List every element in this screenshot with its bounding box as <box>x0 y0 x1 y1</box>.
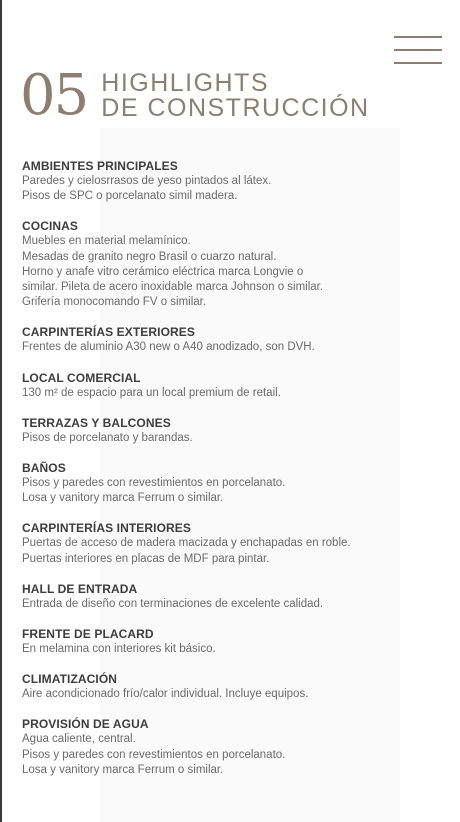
highlight-ambientes-principales <box>22 158 442 204</box>
hamburger-menu-icon[interactable] <box>394 34 442 68</box>
highlight-line: Pisos de SPC o porcelanato simil madera. <box>22 190 238 203</box>
highlight-local-comercial <box>22 370 442 401</box>
highlight-title: COCINAS <box>22 219 79 234</box>
highlight-line: Paredes y cielosrrasos de yeso pintados al látex. <box>22 175 272 187</box>
highlight-line: Losa y vanitory marca Ferrum o similar. <box>22 492 224 505</box>
highlight-line: Frentes de aluminio A30 new o A40 anodizado, son DVH. <box>22 341 315 354</box>
highlight-line: En melamina con interiores kit básico. <box>22 643 216 656</box>
highlight-line: Puertas interiores en placas de MDF para pintar. <box>22 552 270 565</box>
section-title-line-1: HIGHLIGHTS <box>101 69 270 97</box>
highlight-title: CLIMATIZACIÓN <box>22 672 118 687</box>
highlight-cocinas <box>22 218 442 310</box>
highlight-carpinterias-interiores <box>22 520 442 566</box>
highlight-title: HALL DE ENTRADA <box>22 581 138 596</box>
highlight-title: TERRAZAS Y BALCONES <box>22 415 171 430</box>
highlight-title: FRENTE DE PLACARD <box>22 627 154 642</box>
menu-bar-top <box>394 36 442 38</box>
section-title <box>101 71 369 121</box>
highlight-banos <box>22 460 442 506</box>
highlight-title: PROVISIÓN DE AGUA <box>22 717 149 732</box>
menu-bar-middle <box>394 49 442 51</box>
highlight-line: Agua caliente, central. <box>22 733 136 746</box>
highlight-carpinterias-exteriores <box>22 324 442 355</box>
page-left-border <box>0 0 2 822</box>
page-header <box>20 63 370 128</box>
highlight-line: Entrada de diseño con terminaciones de excelente calidad. <box>22 597 324 610</box>
highlight-line: Pisos y paredes con revestimientos en porcelanato. <box>22 748 286 761</box>
highlight-terrazas-y-balcones <box>22 415 442 446</box>
highlight-line: 130 m² de espacio para un local premium de retail. <box>22 386 281 399</box>
highlight-line: Aire acondicionado frío/calor individual. Incluye equipos. <box>22 688 309 701</box>
highlight-provision-de-agua <box>22 716 442 778</box>
highlight-line: Pisos de porcelanato y barandas. <box>22 431 193 444</box>
highlight-title: CARPINTERÍAS EXTERIORES <box>22 325 195 340</box>
menu-bar-bottom <box>394 62 442 64</box>
highlight-line: Losa y vanitory marca Ferrum o similar. <box>22 763 224 776</box>
highlight-line: similar. Pileta de acero inoxidable marca Johnson o similar. <box>22 281 324 294</box>
highlight-line: Grifería monocomando FV o similar. <box>22 296 207 309</box>
highlight-line: Pisos y paredes con revestimientos en porcelanato. <box>22 477 286 490</box>
highlight-title: CARPINTERÍAS INTERIORES <box>22 521 191 536</box>
section-title-line-2: DE CONSTRUCCIÓN <box>101 94 370 122</box>
highlight-title: BAÑOS <box>22 461 66 476</box>
highlight-title: AMBIENTES PRINCIPALES <box>22 159 178 173</box>
highlight-title: LOCAL COMERCIAL <box>22 370 141 385</box>
highlight-line: Muebles en material melamínico. <box>22 235 191 248</box>
highlight-frente-de-placard <box>22 626 442 657</box>
highlight-line: Puertas de acceso de madera macizada y enchapadas en roble. <box>22 537 351 550</box>
highlight-line: Horno y anafe vitro cerámico eléctrica marca Longvie o <box>22 265 304 278</box>
highlight-climatizacion <box>22 671 442 702</box>
highlight-hall-de-entrada <box>22 581 442 612</box>
highlights-list <box>22 158 442 792</box>
highlight-line: Mesadas de granito negro Brasil o cuarzo natural. <box>22 250 277 263</box>
section-number: 05 <box>20 63 88 128</box>
